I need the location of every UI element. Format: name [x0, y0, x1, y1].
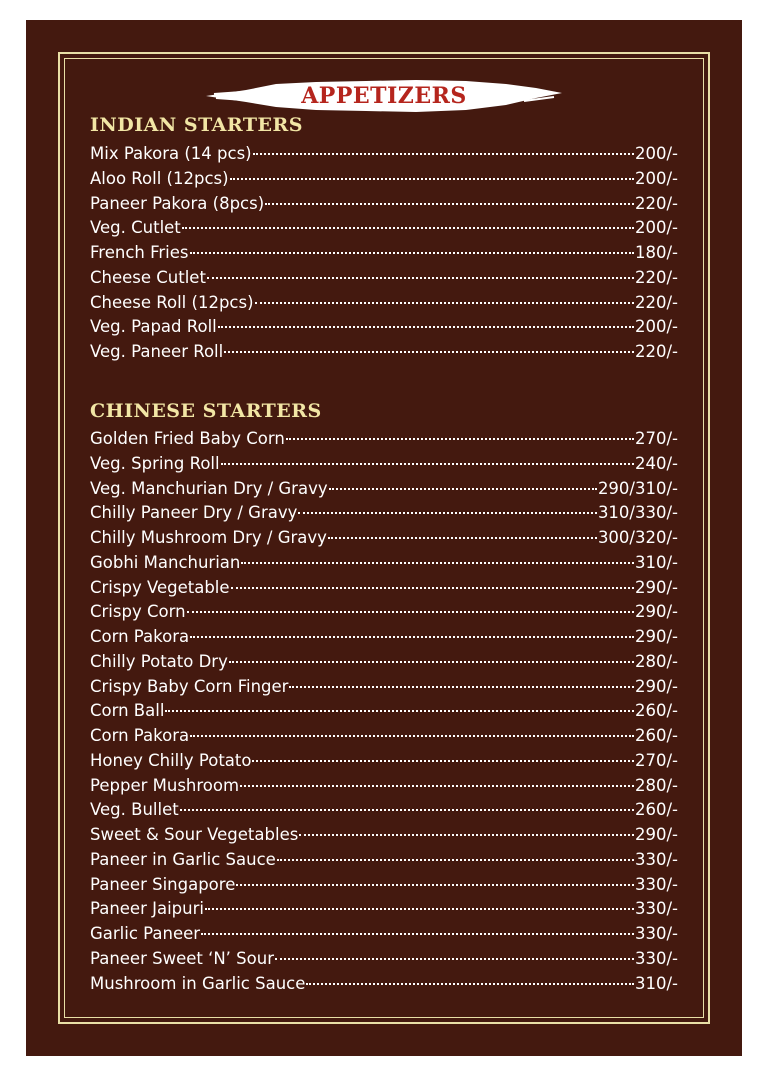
- indian-starters-list: [90, 142, 678, 365]
- item-price: 310/-: [634, 973, 678, 993]
- list-item: [90, 699, 678, 724]
- item-price: 270/-: [634, 750, 678, 770]
- item-name: Veg. Manchurian Dry / Gravy: [90, 478, 328, 498]
- item-name: Paneer Jaipuri: [90, 899, 204, 919]
- dot-leader: [241, 562, 634, 564]
- item-name: Veg. Papad Roll: [90, 317, 217, 337]
- item-price: 290/-: [634, 577, 678, 597]
- item-price: 220/-: [634, 292, 678, 312]
- list-item: [90, 823, 678, 848]
- item-price: 310/330/-: [597, 503, 678, 523]
- item-name: Gobhi Manchurian: [90, 552, 241, 572]
- item-name: Corn Pakora: [90, 726, 190, 745]
- dot-leader: [229, 661, 634, 663]
- item-price: 220/-: [634, 267, 678, 287]
- list-item: [90, 291, 678, 316]
- item-price: 280/-: [634, 651, 678, 671]
- item-price: 220/-: [634, 342, 678, 361]
- dot-leader: [236, 884, 634, 886]
- list-item: [90, 241, 678, 266]
- item-name: French Fries: [90, 243, 189, 262]
- list-item: [90, 873, 678, 898]
- list-item: [90, 947, 678, 972]
- dot-leader: [190, 735, 634, 737]
- list-item: [90, 192, 678, 217]
- item-price: 290/-: [634, 627, 678, 646]
- list-item: [90, 798, 678, 823]
- list-item: [90, 600, 678, 625]
- dot-leader: [190, 636, 634, 638]
- dot-leader: [328, 537, 597, 539]
- item-price: 180/-: [634, 243, 678, 262]
- item-name: Cheese Cutlet: [90, 267, 206, 287]
- dot-leader: [265, 203, 634, 205]
- item-name: Mix Pakora (14 pcs): [90, 144, 252, 163]
- dot-leader: [298, 512, 597, 514]
- dot-leader: [231, 587, 634, 589]
- list-item: [90, 501, 678, 526]
- menu-page: [26, 20, 742, 1056]
- dot-leader: [224, 351, 634, 353]
- list-item: [90, 142, 678, 167]
- item-name: Chilly Mushroom Dry / Gravy: [90, 528, 327, 547]
- list-item: [90, 340, 678, 365]
- item-name: Paneer in Garlic Sauce: [90, 849, 276, 869]
- item-name: Pepper Mushroom: [90, 775, 240, 795]
- item-name: Crispy Baby Corn Finger: [90, 676, 289, 696]
- item-price: 260/-: [634, 701, 678, 721]
- list-item: [90, 650, 678, 675]
- item-name: Paneer Sweet ‘N’ Sour: [90, 948, 274, 968]
- item-name: Corn Ball: [90, 701, 165, 721]
- item-price: 290/-: [634, 676, 678, 696]
- dot-leader: [277, 859, 634, 861]
- dot-leader: [165, 710, 634, 712]
- item-name: Sweet & Sour Vegetables: [90, 825, 299, 844]
- list-item: [90, 452, 678, 477]
- item-name: Veg. Cutlet: [90, 218, 181, 238]
- item-name: Chilly Potato Dry: [90, 651, 228, 671]
- item-name: Corn Pakora: [90, 627, 190, 646]
- dot-leader: [182, 227, 634, 229]
- dot-leader: [299, 834, 634, 836]
- item-name: Veg. Spring Roll: [90, 453, 220, 473]
- list-item: [90, 315, 678, 340]
- dot-leader: [329, 488, 597, 490]
- item-price: 260/-: [634, 726, 678, 745]
- dot-leader: [255, 302, 634, 304]
- item-price: 200/-: [634, 144, 678, 163]
- dot-leader: [218, 326, 634, 328]
- dot-leader: [190, 252, 634, 254]
- list-item: [90, 848, 678, 873]
- dot-leader: [286, 438, 634, 440]
- item-price: 290/-: [634, 602, 678, 622]
- chinese-starters-list: [90, 427, 678, 996]
- dot-leader: [180, 809, 634, 811]
- item-price: 200/-: [634, 218, 678, 238]
- list-item: [90, 576, 678, 601]
- list-item: [90, 897, 678, 922]
- dot-leader: [306, 983, 634, 985]
- item-name: Mushroom in Garlic Sauce: [90, 973, 306, 993]
- item-name: Crispy Vegetable: [90, 577, 230, 597]
- dot-leader: [240, 785, 634, 787]
- list-item: [90, 675, 678, 700]
- dot-leader: [221, 463, 634, 465]
- dot-leader: [289, 686, 634, 688]
- item-name: Crispy Corn: [90, 602, 186, 622]
- dot-leader: [230, 178, 634, 180]
- section-title-indian-starters: INDIAN STARTERS: [90, 114, 303, 136]
- item-price: 200/-: [634, 317, 678, 337]
- dot-leader: [275, 958, 634, 960]
- item-price: 260/-: [634, 800, 678, 820]
- item-price: 310/-: [634, 552, 678, 572]
- item-price: 330/-: [634, 924, 678, 943]
- item-name: Chilly Paneer Dry / Gravy: [90, 503, 298, 523]
- list-item: [90, 749, 678, 774]
- section-title-chinese-starters: CHINESE STARTERS: [90, 400, 322, 422]
- dot-leader: [187, 611, 634, 613]
- list-item: [90, 972, 678, 997]
- item-name: Cheese Roll (12pcs): [90, 292, 254, 312]
- item-name: Garlic Paneer: [90, 924, 201, 943]
- dot-leader: [253, 153, 634, 155]
- item-name: Paneer Singapore: [90, 874, 236, 894]
- list-item: [90, 774, 678, 799]
- list-item: [90, 625, 678, 650]
- item-name: Veg. Bullet: [90, 800, 179, 820]
- list-item: [90, 427, 678, 452]
- dot-leader: [205, 908, 634, 910]
- list-item: [90, 724, 678, 749]
- item-price: 330/-: [634, 948, 678, 968]
- item-price: 330/-: [634, 899, 678, 919]
- list-item: [90, 477, 678, 502]
- page-title: APPETIZERS: [301, 83, 467, 109]
- item-price: 330/-: [634, 849, 678, 869]
- item-price: 280/-: [634, 775, 678, 795]
- item-price: 240/-: [634, 453, 678, 473]
- list-item: [90, 216, 678, 241]
- item-price: 200/-: [634, 168, 678, 188]
- item-name: Veg. Paneer Roll: [90, 342, 224, 361]
- dot-leader: [252, 760, 634, 762]
- list-item: [90, 266, 678, 291]
- dot-leader: [207, 277, 634, 279]
- item-price: 300/320/-: [597, 528, 678, 547]
- item-price: 290/-: [634, 825, 678, 844]
- item-price: 220/-: [634, 193, 678, 213]
- item-price: 270/-: [634, 429, 678, 448]
- item-name: Aloo Roll (12pcs): [90, 168, 229, 188]
- item-name: Golden Fried Baby Corn: [90, 429, 285, 448]
- item-name: Honey Chilly Potato: [90, 750, 252, 770]
- list-item: [90, 551, 678, 576]
- dot-leader: [201, 933, 634, 935]
- item-price: 330/-: [634, 874, 678, 894]
- list-item: [90, 167, 678, 192]
- item-price: 290/310/-: [597, 478, 678, 498]
- list-item: [90, 922, 678, 947]
- item-name: Paneer Pakora (8pcs): [90, 193, 265, 213]
- title-banner: [206, 78, 562, 114]
- list-item: [90, 526, 678, 551]
